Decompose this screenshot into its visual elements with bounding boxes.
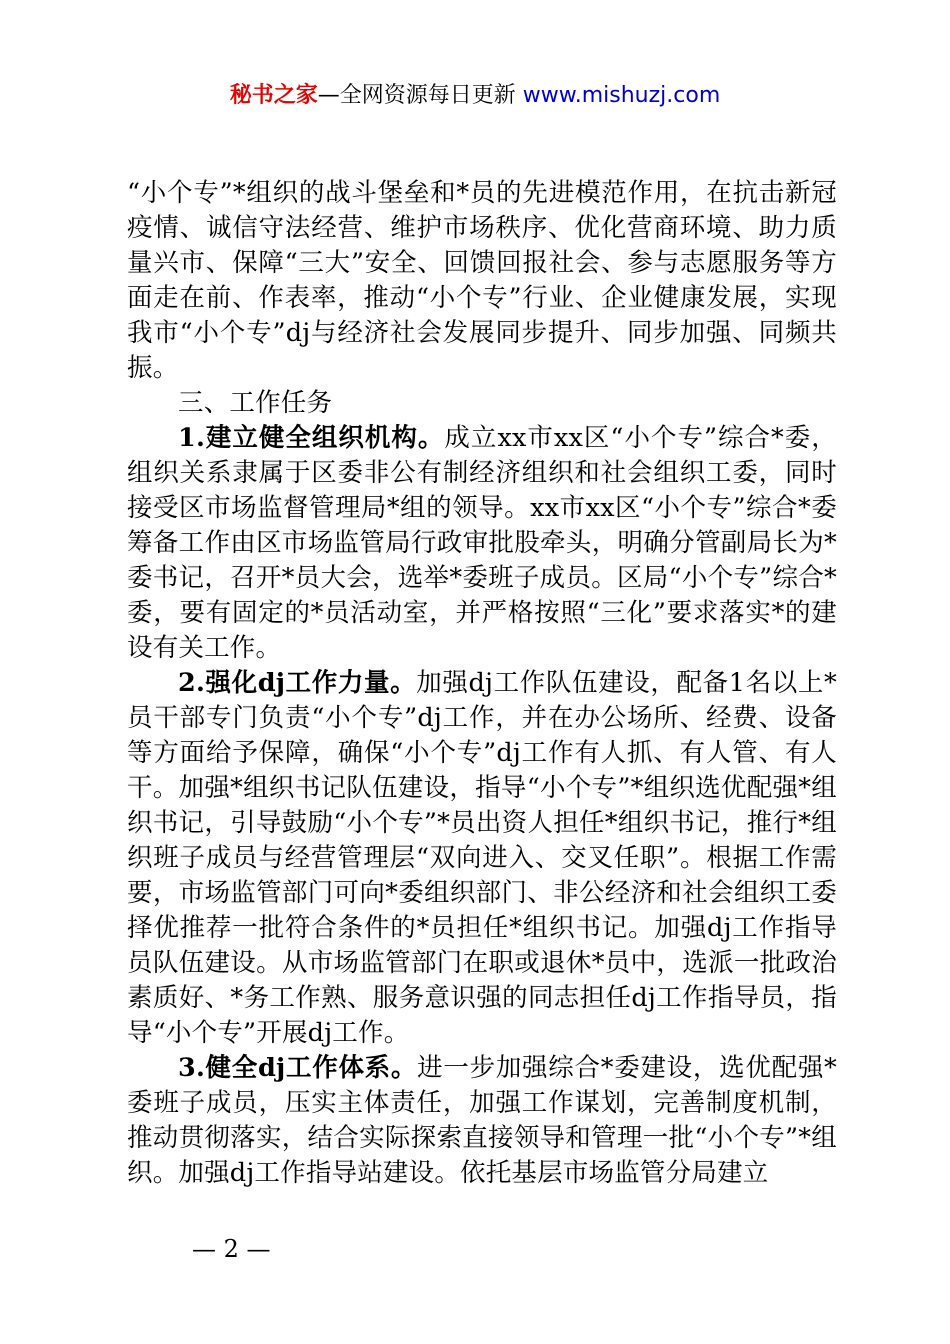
page-number: — 2 — <box>192 1235 271 1263</box>
paragraph-task-1 <box>127 421 837 666</box>
task-3-text: 进一步加强综合*委建设，选优配强*委班子成员，压实主体责任，加强工作谋划，完善制度机制，推动贯彻落实，结合实际探索直接领导和管理一批“小个专”*组织。加强dj工作指导站建设。依托基层市场监管分局建立 <box>127 1053 837 1188</box>
task-3-heading: 3.健全dj工作体系。 <box>178 1053 418 1083</box>
paragraph-task-3 <box>127 1051 837 1191</box>
site-header <box>0 80 950 112</box>
header-url-link[interactable]: www.mishuzj.com <box>522 83 721 108</box>
header-dash: — <box>317 83 340 108</box>
task-1-heading: 1.建立健全组织机构。 <box>178 423 445 453</box>
section-heading: 三、工作任务 <box>178 388 333 418</box>
task-1-text: 成立xx市xx区“小个专”综合*委，组织关系隶属于区委非公有制经济组织和社会组织工委，同时接受区市场监督管理局*组的领导。xx市xx区“小个专”综合*委筹备工作由区市场监管局行政审批股牵头，明确分管副局长为*委书记，召开*员大会，选举*委班子成员。区局“小个专”综合*委，要有固定的*员活动室，并严格按照“三化”要求落实*的建设有关工作。 <box>127 423 838 663</box>
header-brand: 秘书之家 <box>229 83 318 108</box>
task-2-text: 加强dj工作队伍建设，配备1名以上*员干部专门负责“小个专”dj工作，并在办公场所、经费、设备等方面给予保障，确保“小个专”dj工作有人抓、有人管、有人干。加强*组织书记队伍建设，指导“小个专”*组织选优配强*组织书记，引导鼓励“小个专”*员出资人担任*组织书记，推行*组织班子成员与经营管理层“双向进入、交叉任职”。根据工作需要，市场监管部门可向*委组织部门、非公经济和社会组织工委择优推荐一批符合条件的*员担任*组织书记。加强dj工作指导员队伍建设。从市场监管部门在职或退休*员中，选派一批政治素质好、*务工作熟、服务意识强的同志担任dj工作指导员，指导“小个专”开展dj工作。 <box>127 668 837 1048</box>
document-body <box>127 176 837 1191</box>
header-tagline: 全网资源每日更新 <box>339 83 516 108</box>
task-2-heading: 2.强化dj工作力量。 <box>178 668 417 698</box>
paragraph-task-2 <box>127 666 837 1051</box>
paragraph-intro: “小个专”*组织的战斗堡垒和*员的先进模范作用，在抗击新冠疫情、诚信守法经营、维护市场秩序、优化营商环境、助力质量兴市、保障“三大”安全、回馈回报社会、参与志愿服务等方面走在前、作表率，推动“小个专”行业、企业健康发展，实现我市“小个专”dj与经济社会发展同步提升、同步加强、同频共振。 <box>127 178 837 383</box>
